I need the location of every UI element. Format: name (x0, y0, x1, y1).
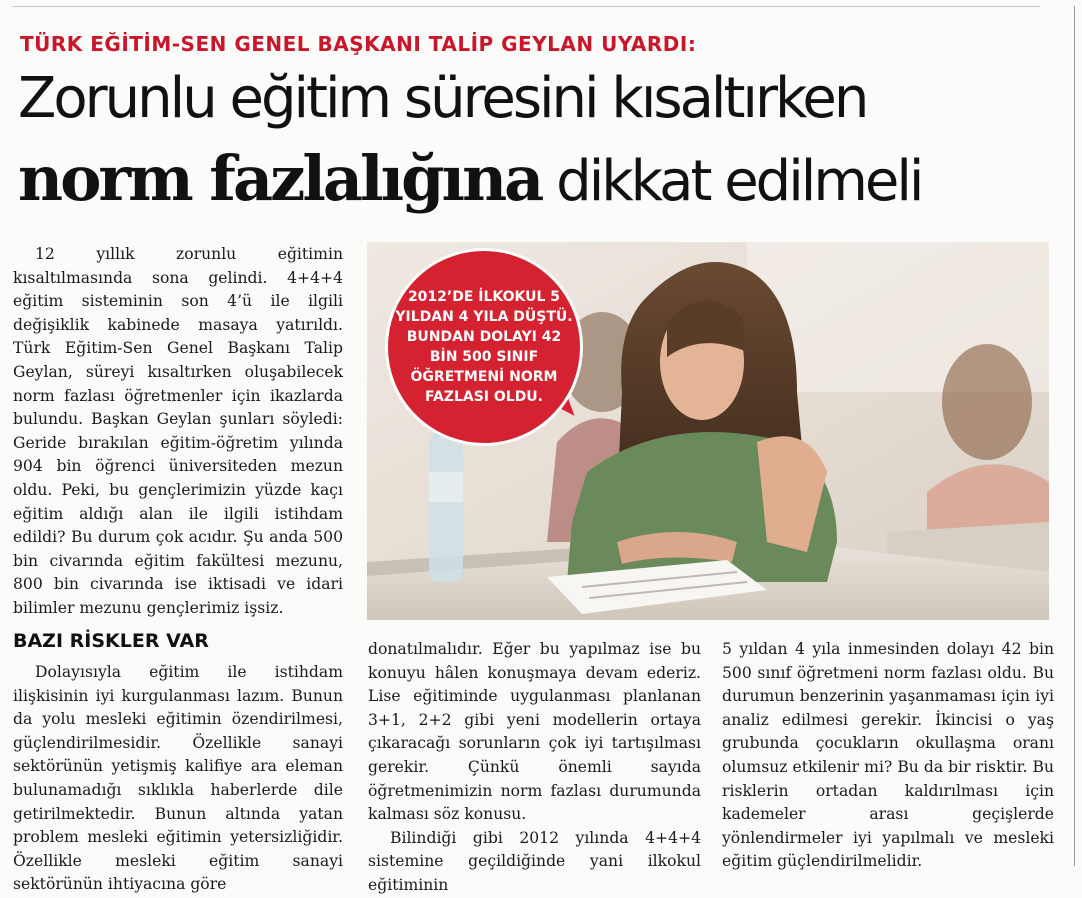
paragraph: donatılmalıdır. Eğer bu yapılmaz ise bu konuyu hâlen konuşmaya devam ederiz. Lise eğitiminde uygulanması planlanan 3+1, 2+2 gibi yeni modellerin ortaya çıkaracağı sorunların çok iyi tartışılması gerekir. Çünkü önemli sayıda öğretmenimizin norm fazlası durumunda kalması söz konusu. (368, 640, 701, 824)
body-column-1 (13, 243, 343, 621)
headline-line-1: Zorunlu eğitim süresini kısaltırken (18, 66, 867, 131)
body-column-3 (722, 638, 1054, 874)
headline-line-2 (18, 142, 921, 219)
subheading: BAZI RİSKLER VAR (13, 630, 209, 652)
callout-bubble (385, 248, 583, 446)
headline-rest: dikkat edilmeli (556, 149, 922, 214)
headline-bold: norm fazlalığına (18, 142, 542, 215)
kicker: TÜRK EĞİTİM-SEN GENEL BAŞKANI TALİP GEYLAN UYARDI: (20, 32, 697, 56)
paragraph: 12 yıllık zorunlu eğitimin kısaltılmasında sona gelindi. 4+4+4 eğitim sisteminin son 4’ü ile ilgili değişiklik kabinede masaya yatırıldı. Türk Eğitim-Sen Genel Başkanı Talip Geylan, süreyi kısaltırken oluşabilecek norm fazlası öğretmenler için ikazlarda bulundu. Başkan Geylan şunları söyledi: Geride bırakılan eğitim-öğretim yılında 904 bin öğrenci üniversiteden mezun oldu. Peki, bu gençlerimizin yüzde kaçı eğitim aldığı alan ile ilgili istihdam edildi? Bu durum çok acıdır. Şu anda 500 bin civarında eğitim fakültesi mezunu, 800 bin civarında ise iktisadi ve idari bilimler mezunu gençlerimiz işsiz. (13, 245, 343, 617)
paragraph: Bilindiği gibi 2012 yılında 4+4+4 sistemine geçildiğinde yani ilkokul eğitiminin (368, 828, 701, 894)
paragraph: Dolayısıyla eğitim ile istihdam ilişkisinin iyi kurgulanması lazım. Bunun da yolu mesleki eğitimin özendirilmesi, güçlendirilmesidir. Özellikle sanayi sektörünün yetişmiş kalifiye ara eleman bulunamadığı sıklıkla haberlerde dile getirilmektedir. Bunun altında yatan problem mesleki eğitimin yetersizliğidir. Özellikle mesleki eğitim sanayi sektörünün ihtiyacına göre (13, 663, 343, 894)
top-rule (12, 6, 1040, 7)
body-column-1-cont (13, 661, 343, 897)
callout-text: 2012’DE İLKOKUL 5 YILDAN 4 YILA DÜŞTÜ. BUNDAN DOLAYI 42 BİN 500 SINIF ÖĞRETMENİ NORM FAZLASI OLDU. (395, 289, 573, 405)
right-rule (1074, 6, 1075, 866)
paragraph: 5 yıldan 4 yıla inmesinden dolayı 42 bin 500 sınıf öğretmeni norm fazlası oldu. Bu durumun benzerinin yaşanmaması için iyi analiz edilmesi gerekir. İkincisi o yaş grubunda çocukların okullaşma oranı olumsuz etkilenir mi? Bu da bir risktir. Bu risklerin ortadan kaldırılması için kademeler arası geçişlerde yönlendirmeler iyi yapılmalı ve mesleki eğitim güçlendirilmelidir. (722, 640, 1054, 871)
body-column-2 (368, 638, 701, 898)
